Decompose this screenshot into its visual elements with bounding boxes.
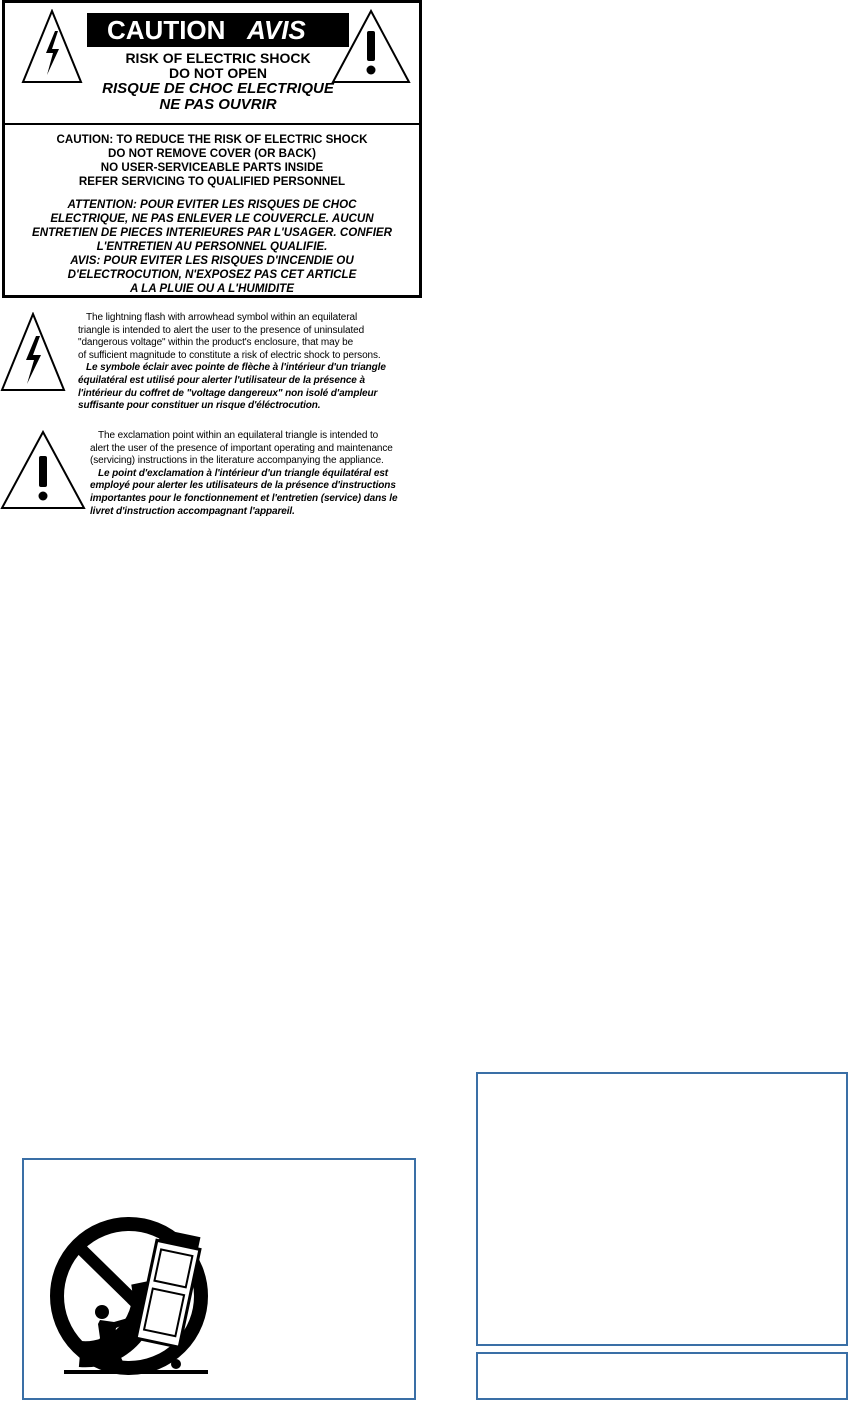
body-line: NO USER-SERVICEABLE PARTS INSIDE (100, 161, 324, 174)
body-line-fr: A LA PLUIE OU A L'HUMIDITE (130, 282, 294, 295)
body-line-fr: ELECTRIQUE, NE PAS ENLEVER LE COUVERCLE. AUCUN (50, 212, 374, 225)
body-line-fr: AVIS: POUR EVITER LES RISQUES D'INCENDIE OU (70, 254, 354, 267)
caution-title: CAUTION (107, 15, 226, 45)
caution-title-bar (87, 13, 349, 47)
exclamation-symbol-explanation (0, 430, 430, 540)
body-line: DO NOT REMOVE COVER (OR BACK) (107, 147, 317, 160)
text-line-fr: équilatéral est utilisé pour alerter l'utilisateur de la présence à (78, 374, 365, 386)
text-line-fr: Le point d'exclamation à l'intérieur d'un triangle équilatéral est (98, 467, 389, 479)
exclamation-warning-icon (0, 430, 86, 510)
body-line-fr: ATTENTION: POUR EVITER LES RISQUES DE CHOC (67, 198, 357, 211)
body-line: CAUTION: TO REDUCE THE RISK OF ELECTRIC SHOCK (56, 133, 368, 146)
text-line: alert the user of the presence of important operating and maintenance (90, 442, 393, 454)
notice-box-footer (476, 1352, 848, 1400)
lightning-symbol-text (78, 312, 430, 413)
exclamation-symbol-text (90, 430, 430, 518)
body-line-fr: D'ELECTROCUTION, N'EXPOSEZ PAS CET ARTICLE (67, 268, 357, 281)
text-line-fr: employé pour alerter les utilisateurs de la présence d'instructions (90, 480, 396, 492)
caution-body (5, 133, 419, 296)
heading-line: DO NOT OPEN (168, 65, 267, 81)
notice-box (476, 1072, 848, 1346)
text-line-fr: livret d'instruction accompagnant l'appareil. (90, 505, 295, 517)
body-line: REFER SERVICING TO QUALIFIED PERSONNEL (78, 175, 346, 188)
divider (5, 123, 419, 125)
text-line-fr: l'intérieur du coffret de "voltage dangereux" non isolé d'ampleur (78, 387, 378, 399)
caution-heading (85, 51, 351, 113)
body-line-fr: L'ENTRETIEN AU PERSONNEL QUALIFIE. (96, 240, 328, 253)
caution-label-box (2, 0, 422, 298)
lightning-warning-icon (0, 312, 66, 392)
text-line: "dangerous voltage" within the product's enclosure, that may be (78, 337, 354, 349)
text-line: The exclamation point within an equilateral triangle is intended to (98, 430, 379, 441)
text-line: triangle is intended to alert the user to the presence of uninsulated (78, 324, 365, 336)
cart-warning-box (22, 1158, 416, 1400)
text-line: The lightning flash with arrowhead symbol within an equilateral (86, 312, 358, 323)
lightning-symbol-explanation (0, 312, 430, 422)
body-line-fr: ENTRETIEN DE PIECES INTERIEURES PAR L'USAGER. CONFIER (31, 226, 393, 239)
caution-header (5, 3, 419, 123)
heading-line-fr: NE PAS OUVRIR (159, 96, 277, 113)
heading-line-fr: RISQUE DE CHOC ELECTRIQUE (102, 80, 334, 97)
text-line: of sufficient magnitude to constitute a risk of electric shock to persons. (78, 349, 381, 361)
avis-title: AVIS (247, 15, 306, 45)
heading-line: RISK OF ELECTRIC SHOCK (125, 50, 311, 66)
text-line-fr: Le symbole éclair avec pointe de flèche à l'intérieur d'un triangle (86, 362, 386, 374)
text-line: (servicing) instructions in the literature accompanying the appliance. (90, 455, 384, 467)
text-line-fr: importantes pour le fonctionnement et l'entretien (service) dans le (90, 492, 398, 504)
no-cart-tip-over-icon (44, 1214, 224, 1379)
text-line-fr: suffisante pour constituer un risque d'éléctrocution. (78, 400, 321, 412)
lightning-warning-icon (21, 9, 83, 85)
